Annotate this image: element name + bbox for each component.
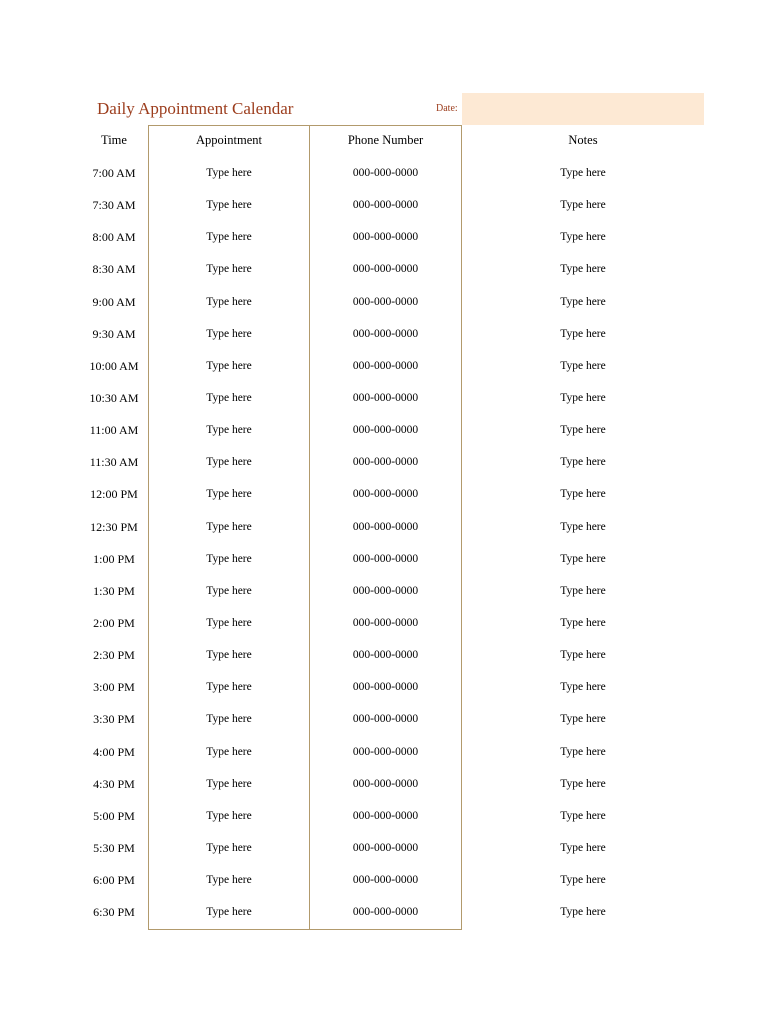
notes-cell[interactable]: Type here [560, 391, 606, 404]
phone-number-cell[interactable]: 000-000-0000 [352, 391, 419, 404]
time-cell: 2:00 PM [93, 615, 135, 630]
phone-number-cell[interactable]: 000-000-0000 [352, 327, 419, 340]
table-row [0, 896, 768, 928]
appointment-cell[interactable]: Type here [206, 649, 252, 662]
phone-number-cell[interactable]: 000-000-0000 [352, 874, 419, 887]
phone-number-cell[interactable]: 000-000-0000 [352, 488, 419, 501]
time-cell: 12:00 PM [90, 487, 138, 502]
time-cell: 3:30 PM [93, 712, 135, 727]
appointment-cell[interactable]: Type here [206, 681, 252, 694]
notes-cell[interactable]: Type here [560, 809, 606, 822]
phone-number-cell[interactable]: 000-000-0000 [352, 167, 419, 179]
time-cell: 5:30 PM [93, 840, 135, 855]
table-row [0, 286, 768, 318]
phone-number-cell[interactable]: 000-000-0000 [352, 681, 419, 694]
appointment-cell[interactable]: Type here [206, 263, 252, 276]
appointment-cell[interactable]: Type here [206, 520, 252, 533]
appointment-cell[interactable]: Type here [206, 295, 252, 308]
phone-number-cell[interactable]: 000-000-0000 [352, 584, 419, 597]
notes-cell[interactable]: Type here [560, 424, 606, 437]
notes-cell[interactable]: Type here [560, 681, 606, 694]
date-field[interactable] [462, 93, 704, 125]
notes-cell[interactable]: Type here [560, 488, 606, 501]
phone-number-cell[interactable]: 000-000-0000 [352, 616, 419, 629]
time-cell: 8:30 AM [92, 262, 136, 277]
notes-cell[interactable]: Type here [560, 841, 606, 854]
appointment-cell[interactable]: Type here [206, 906, 252, 919]
table-row [0, 671, 768, 703]
time-cell: 1:00 PM [93, 551, 135, 566]
time-cell: 4:00 PM [93, 744, 135, 759]
table-row [0, 575, 768, 607]
notes-cell[interactable]: Type here [560, 199, 606, 212]
table-row [0, 414, 768, 446]
notes-cell[interactable]: Type here [560, 456, 606, 469]
appointment-cell[interactable]: Type here [206, 456, 252, 469]
table-row [0, 446, 768, 478]
phone-number-cell[interactable]: 000-000-0000 [352, 295, 419, 308]
phone-number-cell[interactable]: 000-000-0000 [352, 199, 419, 212]
table-row [0, 318, 768, 350]
time-cell: 6:30 PM [93, 905, 135, 920]
time-cell: 4:30 PM [93, 776, 135, 791]
notes-cell[interactable]: Type here [560, 520, 606, 533]
phone-number-cell[interactable]: 000-000-0000 [352, 841, 419, 854]
time-cell: 7:00 AM [92, 166, 136, 180]
notes-cell[interactable]: Type here [560, 327, 606, 340]
appointment-cell[interactable]: Type here [206, 199, 252, 212]
time-cell: 10:00 AM [89, 358, 139, 373]
notes-cell[interactable]: Type here [560, 167, 606, 179]
time-cell: 3:00 PM [93, 680, 135, 695]
header-notes: Notes [568, 133, 598, 147]
notes-cell[interactable]: Type here [560, 874, 606, 887]
notes-cell[interactable]: Type here [560, 295, 606, 308]
table-row [0, 543, 768, 575]
appointment-rows [0, 157, 768, 928]
notes-cell[interactable]: Type here [560, 231, 606, 244]
notes-cell[interactable]: Type here [560, 713, 606, 726]
notes-cell[interactable]: Type here [560, 906, 606, 919]
header-appointment: Appointment [196, 133, 262, 147]
appointment-cell[interactable]: Type here [206, 391, 252, 404]
appointment-cell[interactable]: Type here [206, 713, 252, 726]
notes-cell[interactable]: Type here [560, 777, 606, 790]
appointment-cell[interactable]: Type here [206, 777, 252, 790]
time-cell: 7:30 AM [92, 198, 136, 213]
date-label: Date: [436, 103, 458, 114]
table-row [0, 768, 768, 800]
table-row [0, 511, 768, 543]
time-cell: 2:30 PM [93, 648, 135, 663]
phone-number-cell[interactable]: 000-000-0000 [352, 713, 419, 726]
notes-cell[interactable]: Type here [560, 359, 606, 372]
phone-number-cell[interactable]: 000-000-0000 [352, 809, 419, 822]
time-cell: 1:30 PM [93, 583, 135, 598]
phone-number-cell[interactable]: 000-000-0000 [352, 520, 419, 533]
table-row [0, 189, 768, 221]
phone-number-cell[interactable]: 000-000-0000 [352, 263, 419, 276]
time-cell: 12:30 PM [90, 519, 138, 534]
phone-number-cell[interactable]: 000-000-0000 [352, 456, 419, 469]
appointment-cell[interactable]: Type here [206, 616, 252, 629]
appointment-cell[interactable]: Type here [206, 584, 252, 597]
table-row [0, 703, 768, 735]
header-phone-number: Phone Number [347, 133, 424, 147]
table-row [0, 157, 768, 189]
phone-number-cell[interactable]: 000-000-0000 [352, 777, 419, 790]
time-cell: 8:00 AM [92, 230, 136, 245]
phone-number-cell[interactable]: 000-000-0000 [352, 649, 419, 662]
notes-cell[interactable]: Type here [560, 616, 606, 629]
notes-cell[interactable]: Type here [560, 584, 606, 597]
phone-number-cell[interactable]: 000-000-0000 [352, 231, 419, 244]
table-row [0, 864, 768, 896]
table-row [0, 607, 768, 639]
phone-number-cell[interactable]: 000-000-0000 [352, 424, 419, 437]
table-row [0, 350, 768, 382]
table-row [0, 478, 768, 510]
time-cell: 9:00 AM [92, 294, 136, 309]
appointment-cell[interactable]: Type here [206, 841, 252, 854]
phone-number-cell[interactable]: 000-000-0000 [352, 745, 419, 758]
table-row [0, 736, 768, 768]
appointment-cell[interactable]: Type here [206, 231, 252, 244]
table-row [0, 382, 768, 414]
phone-number-cell[interactable]: 000-000-0000 [352, 906, 419, 919]
time-cell: 5:00 PM [93, 808, 135, 823]
time-cell: 9:30 AM [92, 326, 136, 341]
notes-cell[interactable]: Type here [560, 649, 606, 662]
appointment-cell[interactable]: Type here [206, 359, 252, 372]
time-cell: 6:00 PM [93, 873, 135, 888]
appointment-cell[interactable]: Type here [206, 488, 252, 501]
appointment-cell[interactable]: Type here [206, 424, 252, 437]
phone-number-cell[interactable]: 000-000-0000 [352, 552, 419, 565]
appointment-cell[interactable]: Type here [206, 167, 252, 179]
table-row [0, 832, 768, 864]
appointment-cell[interactable]: Type here [206, 809, 252, 822]
time-cell: 10:30 AM [89, 390, 139, 405]
notes-cell[interactable]: Type here [560, 552, 606, 565]
time-cell: 11:00 AM [89, 423, 139, 438]
time-cell: 11:30 AM [89, 455, 139, 470]
header-time: Time [101, 133, 127, 147]
page-title: Daily Appointment Calendar [97, 99, 294, 118]
notes-cell[interactable]: Type here [560, 263, 606, 276]
appointment-cell[interactable]: Type here [206, 327, 252, 340]
notes-cell[interactable]: Type here [560, 745, 606, 758]
table-row [0, 639, 768, 671]
table-row [0, 800, 768, 832]
appointment-cell[interactable]: Type here [206, 552, 252, 565]
appointment-cell[interactable]: Type here [206, 745, 252, 758]
table-row [0, 253, 768, 285]
phone-number-cell[interactable]: 000-000-0000 [352, 359, 419, 372]
appointment-cell[interactable]: Type here [206, 874, 252, 887]
table-row [0, 221, 768, 253]
